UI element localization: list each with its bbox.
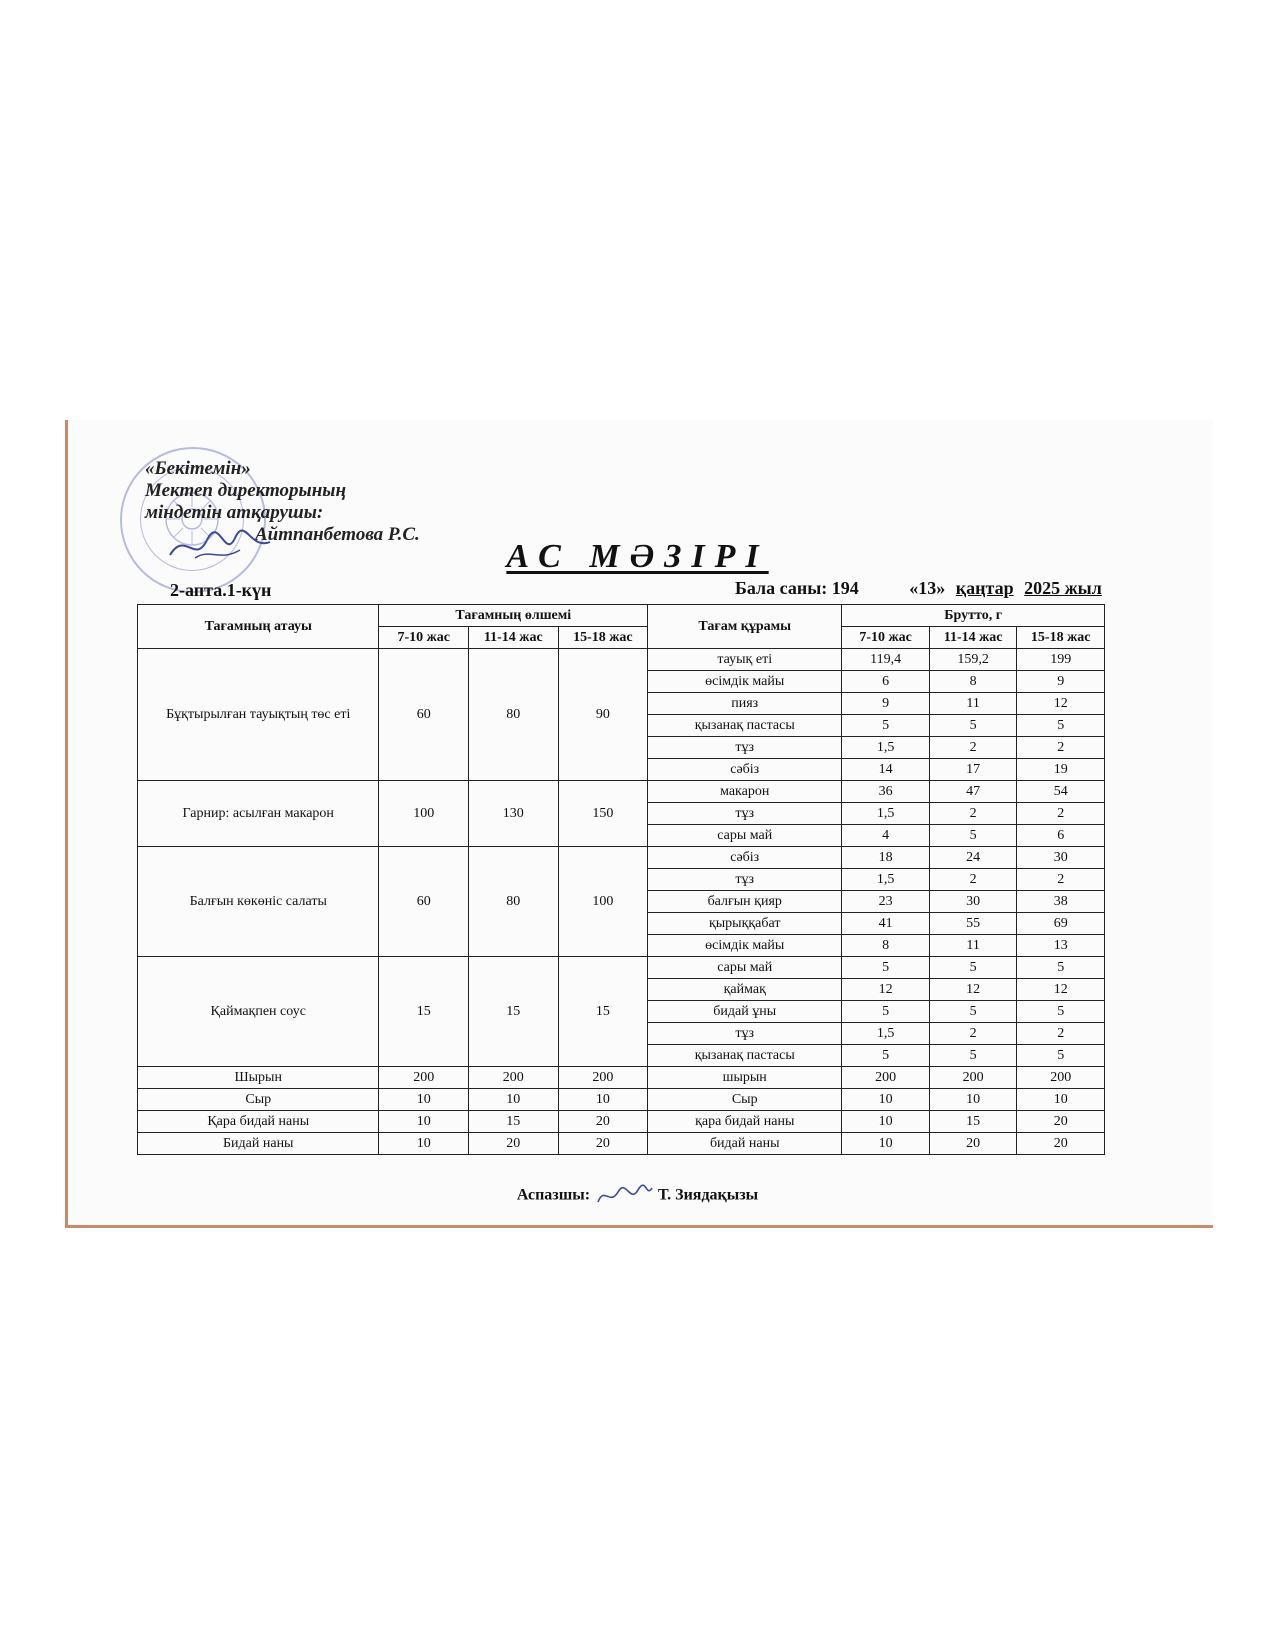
dish-name: Шырын xyxy=(138,1067,379,1089)
ingredient-gross: 30 xyxy=(1017,847,1105,869)
ingredient-gross: 2 xyxy=(929,869,1017,891)
table-row xyxy=(138,1089,1105,1111)
ingredient-gross: 10 xyxy=(1017,1089,1105,1111)
ingredient-name: тұз xyxy=(648,869,842,891)
dish-portion: 60 xyxy=(379,649,469,781)
ingredient-gross: 18 xyxy=(842,847,930,869)
ingredient-gross: 1,5 xyxy=(842,1023,930,1045)
table-row xyxy=(138,781,1105,803)
ingredient-name: қаймақ xyxy=(648,979,842,1001)
ingredient-gross: 12 xyxy=(1017,693,1105,715)
ingredient-gross: 2 xyxy=(929,1023,1017,1045)
date-day: «13» xyxy=(909,578,946,598)
ingredient-gross: 8 xyxy=(929,671,1017,693)
header-gross-age-7-10: 7-10 жас xyxy=(842,627,930,649)
ingredient-gross: 17 xyxy=(929,759,1017,781)
dish-name: Гарнир: асылған макарон xyxy=(138,781,379,847)
ingredient-gross: 19 xyxy=(1017,759,1105,781)
page-title: АС МӘЗІРІ xyxy=(506,538,769,575)
ingredient-gross: 5 xyxy=(929,1045,1017,1067)
ingredient-gross: 13 xyxy=(1017,935,1105,957)
dish-name: Сыр xyxy=(138,1089,379,1111)
ingredient-gross: 119,4 xyxy=(842,649,930,671)
ingredient-gross: 36 xyxy=(842,781,930,803)
cook-label: Аспазшы: xyxy=(516,1186,591,1204)
table-row xyxy=(138,957,1105,979)
ingredient-gross: 12 xyxy=(1017,979,1105,1001)
ingredient-gross: 5 xyxy=(842,1001,930,1023)
header-age-15-18: 15-18 жас xyxy=(558,627,648,649)
ingredient-gross: 200 xyxy=(842,1067,930,1089)
ingredient-gross: 20 xyxy=(929,1133,1017,1155)
ingredient-gross: 20 xyxy=(1017,1111,1105,1133)
ingredient-gross: 10 xyxy=(929,1089,1017,1111)
dish-name: Бидай наны xyxy=(138,1133,379,1155)
ingredient-name: өсімдік майы xyxy=(648,671,842,693)
ingredient-gross: 15 xyxy=(929,1111,1017,1133)
ingredient-name: пияз xyxy=(648,693,842,715)
dish-portion: 100 xyxy=(379,781,469,847)
dish-portion: 20 xyxy=(469,1133,559,1155)
table-row xyxy=(138,649,1105,671)
ingredient-name: қырыққабат xyxy=(648,913,842,935)
dish-portion: 100 xyxy=(558,847,648,957)
dish-portion: 15 xyxy=(469,1111,559,1133)
ingredient-gross: 6 xyxy=(842,671,930,693)
dish-portion: 200 xyxy=(558,1067,648,1089)
ingredient-gross: 11 xyxy=(929,935,1017,957)
ingredient-gross: 2 xyxy=(1017,737,1105,759)
ingredient-gross: 55 xyxy=(929,913,1017,935)
dish-portion: 10 xyxy=(379,1089,469,1111)
ingredient-gross: 5 xyxy=(929,715,1017,737)
ingredient-gross: 6 xyxy=(1017,825,1105,847)
ingredient-gross: 41 xyxy=(842,913,930,935)
dish-portion: 20 xyxy=(558,1133,648,1155)
dish-portion: 90 xyxy=(558,649,648,781)
week-day-label: 2-апта.1-күн xyxy=(170,580,272,600)
ingredient-gross: 5 xyxy=(929,1001,1017,1023)
ingredient-gross: 5 xyxy=(1017,957,1105,979)
dish-portion: 15 xyxy=(469,957,559,1067)
header-gross-age-11-14: 11-14 жас xyxy=(929,627,1017,649)
table-row xyxy=(138,1111,1105,1133)
dish-portion: 10 xyxy=(379,1111,469,1133)
ingredient-gross: 199 xyxy=(1017,649,1105,671)
dish-portion: 20 xyxy=(558,1111,648,1133)
dish-portion: 80 xyxy=(469,847,559,957)
ingredient-gross: 9 xyxy=(1017,671,1105,693)
menu-table xyxy=(137,604,1105,1155)
ingredient-name: тұз xyxy=(648,1023,842,1045)
ingredient-gross: 159,2 xyxy=(929,649,1017,671)
table-row xyxy=(138,1133,1105,1155)
header-age-11-14: 11-14 жас xyxy=(469,627,559,649)
ingredient-gross: 1,5 xyxy=(842,869,930,891)
ingredient-gross: 5 xyxy=(842,957,930,979)
dish-portion: 200 xyxy=(469,1067,559,1089)
ingredient-name: қызанақ пастасы xyxy=(648,715,842,737)
ingredient-gross: 200 xyxy=(929,1067,1017,1089)
ingredient-gross: 5 xyxy=(1017,1001,1105,1023)
dish-name: Балғын көкөніс салаты xyxy=(138,847,379,957)
ingredient-gross: 2 xyxy=(929,803,1017,825)
ingredient-gross: 5 xyxy=(929,825,1017,847)
header-gross-age-15-18: 15-18 жас xyxy=(1017,627,1105,649)
cook-name: Т. Зиядақызы xyxy=(658,1186,759,1204)
ingredient-gross: 10 xyxy=(842,1133,930,1155)
header-dish: Тағамның атауы xyxy=(138,605,379,649)
approval-line-3: міндетін атқарушы: xyxy=(145,502,324,523)
dish-portion: 200 xyxy=(379,1067,469,1089)
ingredient-gross: 4 xyxy=(842,825,930,847)
ingredient-name: тауық еті xyxy=(648,649,842,671)
ingredient-gross: 2 xyxy=(929,737,1017,759)
dish-portion: 10 xyxy=(379,1133,469,1155)
ingredient-gross: 5 xyxy=(1017,1045,1105,1067)
ingredient-name: бидай ұны xyxy=(648,1001,842,1023)
ingredient-gross: 11 xyxy=(929,693,1017,715)
dish-portion: 15 xyxy=(379,957,469,1067)
dish-name: Қара бидай наны xyxy=(138,1111,379,1133)
ingredient-gross: 8 xyxy=(842,935,930,957)
ingredient-name: сары май xyxy=(648,825,842,847)
ingredient-name: өсімдік майы xyxy=(648,935,842,957)
director-name: Айтпанбетова Р.С. xyxy=(255,524,420,545)
date-month: қаңтар xyxy=(955,578,1014,598)
header-composition: Тағам құрамы xyxy=(648,605,842,649)
dish-portion: 10 xyxy=(469,1089,559,1111)
menu-body xyxy=(138,649,1105,1155)
ingredient-gross: 5 xyxy=(1017,715,1105,737)
table-row xyxy=(138,1067,1105,1089)
ingredient-name: макарон xyxy=(648,781,842,803)
header-gross: Брутто, г xyxy=(842,605,1105,627)
dish-portion: 130 xyxy=(469,781,559,847)
ingredient-gross: 9 xyxy=(842,693,930,715)
ingredient-name: сары май xyxy=(648,957,842,979)
ingredient-gross: 1,5 xyxy=(842,737,930,759)
ingredient-name: сәбіз xyxy=(648,759,842,781)
table-row xyxy=(138,847,1105,869)
header-portion: Тағамның өлшемі xyxy=(379,605,648,627)
dish-portion: 150 xyxy=(558,781,648,847)
dish-name: Қаймақпен соус xyxy=(138,957,379,1067)
dish-portion: 80 xyxy=(469,649,559,781)
ingredient-name: қара бидай наны xyxy=(648,1111,842,1133)
ingredient-name: сәбіз xyxy=(648,847,842,869)
meta-info xyxy=(735,578,1108,599)
ingredient-gross: 200 xyxy=(1017,1067,1105,1089)
ingredient-gross: 1,5 xyxy=(842,803,930,825)
header-age-7-10: 7-10 жас xyxy=(379,627,469,649)
ingredient-name: Сыр xyxy=(648,1089,842,1111)
ingredient-gross: 23 xyxy=(842,891,930,913)
date-year: 2025 жыл xyxy=(1024,578,1102,598)
ingredient-gross: 10 xyxy=(842,1111,930,1133)
ingredient-gross: 2 xyxy=(1017,869,1105,891)
ingredient-name: балғын қияр xyxy=(648,891,842,913)
ingredient-name: шырын xyxy=(648,1067,842,1089)
ingredient-gross: 5 xyxy=(842,1045,930,1067)
ingredient-gross: 14 xyxy=(842,759,930,781)
ingredient-gross: 47 xyxy=(929,781,1017,803)
approval-line-1: «Бекітемін» xyxy=(145,458,251,479)
dish-portion: 10 xyxy=(558,1089,648,1111)
ingredient-name: тұз xyxy=(648,737,842,759)
ingredient-gross: 69 xyxy=(1017,913,1105,935)
dish-name: Бұқтырылған тауықтың төс еті xyxy=(138,649,379,781)
dish-portion: 60 xyxy=(379,847,469,957)
ingredient-gross: 12 xyxy=(929,979,1017,1001)
approval-line-2: Мектеп директорының xyxy=(145,480,347,501)
ingredient-gross: 12 xyxy=(842,979,930,1001)
ingredient-gross: 2 xyxy=(1017,803,1105,825)
ingredient-gross: 5 xyxy=(842,715,930,737)
ingredient-gross: 30 xyxy=(929,891,1017,913)
ingredient-gross: 54 xyxy=(1017,781,1105,803)
children-count: Бала саны: 194 xyxy=(735,578,859,598)
ingredient-name: бидай наны xyxy=(648,1133,842,1155)
cook-signature xyxy=(594,1184,654,1208)
ingredient-gross: 10 xyxy=(842,1089,930,1111)
ingredient-gross: 38 xyxy=(1017,891,1105,913)
ingredient-name: қызанақ пастасы xyxy=(648,1045,842,1067)
dish-portion: 15 xyxy=(558,957,648,1067)
ingredient-gross: 24 xyxy=(929,847,1017,869)
ingredient-name: тұз xyxy=(648,803,842,825)
ingredient-gross: 2 xyxy=(1017,1023,1105,1045)
ingredient-gross: 5 xyxy=(929,957,1017,979)
ingredient-gross: 20 xyxy=(1017,1133,1105,1155)
footer xyxy=(0,1184,1275,1208)
